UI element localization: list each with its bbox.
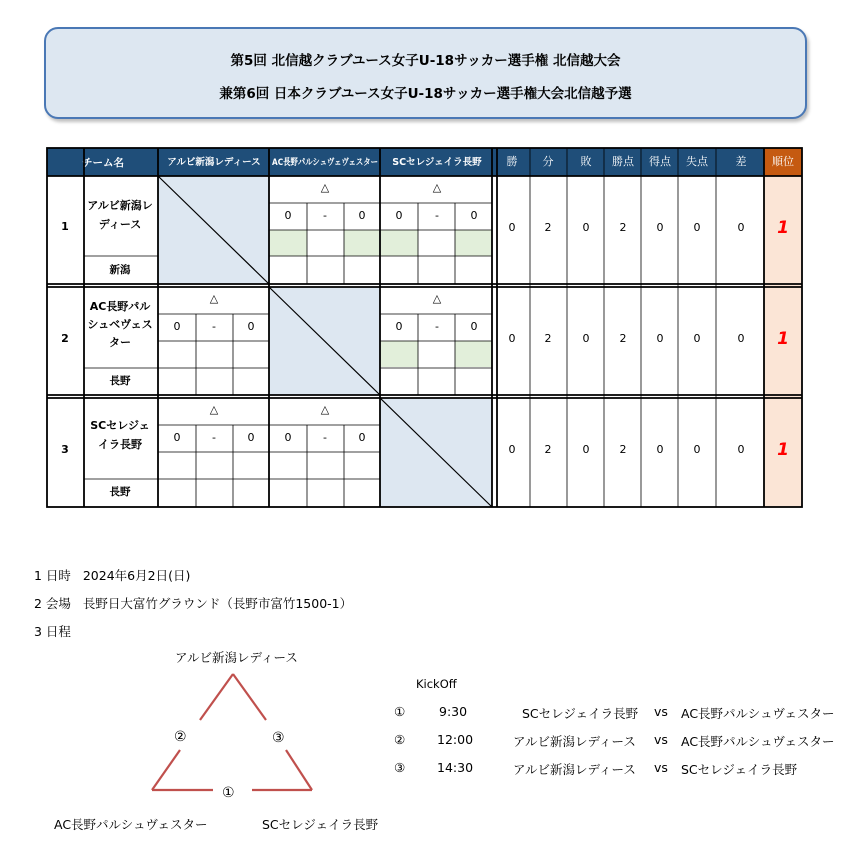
stat-draw: 2 [544,332,552,345]
diagram-right-match: ③ [272,730,285,746]
team-name-line: SCセレジェ [90,419,150,432]
score-against: 0 [247,320,255,333]
score-for: 0 [395,320,403,333]
stat-loss: 0 [582,443,590,456]
row-number: 3 [61,443,69,456]
diagram-left-match: ② [174,729,187,745]
header-loss: 敗 [580,155,592,168]
result-mark: △ [432,181,442,194]
score-against: 0 [358,209,366,222]
score-dash: - [323,431,327,444]
score-for: 0 [284,431,292,444]
team-region: 長野 [109,486,131,498]
stat-loss: 0 [582,221,590,234]
header-goals-against: 失点 [686,155,708,168]
match-triangle-diagram [40,640,370,840]
stat-goals-for: 0 [656,332,664,345]
result-mark: △ [320,403,330,416]
score-dash: - [212,431,216,444]
stat-goals-against: 0 [693,332,701,345]
score-dash: - [435,209,439,222]
team-name-line: アルビ新潟レ [87,199,153,212]
match-home-team: アルビ新潟レディース [513,734,636,749]
info-date: 1 日時 2024年6月2日(日) [34,568,191,583]
score-for: 0 [173,431,181,444]
stat-goal-diff: 0 [737,443,745,456]
score-dash: - [323,209,327,222]
stat-goals-against: 0 [693,221,701,234]
stat-points: 2 [619,332,627,345]
team-region: 新潟 [109,264,131,276]
team-name-line: ディース [98,218,142,231]
result-mark: △ [209,292,219,305]
diagram-bottom-left-team: AC長野パルシュヴェスター [54,817,208,832]
header-opponent-1: アルビ新潟レディース [167,157,261,168]
score-dash: - [435,320,439,333]
match-home-team: SCセレジェイラ長野 [522,706,639,721]
result-mark: △ [432,292,442,305]
match-away-team: SCセレジェイラ長野 [681,762,798,777]
kickoff-label: KickOff [416,677,457,691]
stat-goal-diff: 0 [737,221,745,234]
match-number: ① [394,704,406,719]
score-against: 0 [470,209,478,222]
header-opponent-2: AC長野パルシュヴェヴェスター [272,158,402,168]
team-region: 長野 [109,375,131,387]
row-number: 1 [61,220,69,233]
header-draw: 分 [542,155,554,168]
score-against: 0 [470,320,478,333]
header-rank: 順位 [772,155,794,168]
header-team-name: チーム名 [82,157,124,169]
score-against: 0 [358,431,366,444]
stat-goals-against: 0 [693,443,701,456]
header-goals-for: 得点 [649,155,671,168]
stat-draw: 2 [544,443,552,456]
match-vs: vs [654,760,668,775]
match-time: 12:00 [437,732,474,747]
header-opponent-3: SCセレジェイラ長野 [392,157,482,168]
stat-points: 2 [619,443,627,456]
score-for: 0 [284,209,292,222]
stat-draw: 2 [544,221,552,234]
rank-value: 1 [777,440,789,460]
stat-goals-for: 0 [656,221,664,234]
result-mark: △ [209,403,219,416]
info-venue: 2 会場 長野日大富竹グラウンド（長野市富竹1500-1） [34,596,353,611]
table-row [61,398,789,507]
header-win: 勝 [506,155,518,168]
match-time: 14:30 [437,760,474,775]
diagram-bottom-right-team: SCセレジェイラ長野 [262,817,379,832]
team-name-line: ター [109,336,131,349]
header-goal-diff: 差 [735,155,747,168]
stat-points: 2 [619,221,627,234]
diagram-top-team: アルビ新潟レディース [175,650,298,665]
score-for: 0 [395,209,403,222]
header-points: 勝点 [612,155,634,168]
match-home-team: アルビ新潟レディース [513,762,636,777]
rank-value: 1 [777,329,789,349]
row-number: 2 [61,332,69,345]
match-number: ③ [394,760,406,775]
stat-goals-for: 0 [656,443,664,456]
rank-value: 1 [777,218,789,238]
match-time: 9:30 [439,704,468,719]
info-schedule: 3 日程 [34,624,71,639]
score-against: 0 [247,431,255,444]
title-line-2: 兼第6回 日本クラブユース女子U-18サッカー選手権大会北信越予選 [219,86,632,102]
score-for: 0 [173,320,181,333]
result-mark: △ [320,181,330,194]
stat-win: 0 [508,332,516,345]
match-away-team: AC長野パルシュヴェスター [681,734,835,749]
match-number: ② [394,732,406,747]
stat-goal-diff: 0 [737,332,745,345]
match-vs: vs [654,732,668,747]
title-line-1: 第5回 北信越クラブユース女子U-18サッカー選手権 北信越大会 [230,53,621,69]
team-name-line: AC長野パル [89,300,151,313]
score-dash: - [212,320,216,333]
match-away-team: AC長野パルシュヴェスター [681,706,835,721]
team-name-line: シュベヴェス [87,318,153,331]
diagram-bottom-match: ① [222,785,235,801]
team-name-line: イラ長野 [98,438,142,451]
stat-win: 0 [508,443,516,456]
match-vs: vs [654,704,668,719]
stat-win: 0 [508,221,516,234]
stat-loss: 0 [582,332,590,345]
